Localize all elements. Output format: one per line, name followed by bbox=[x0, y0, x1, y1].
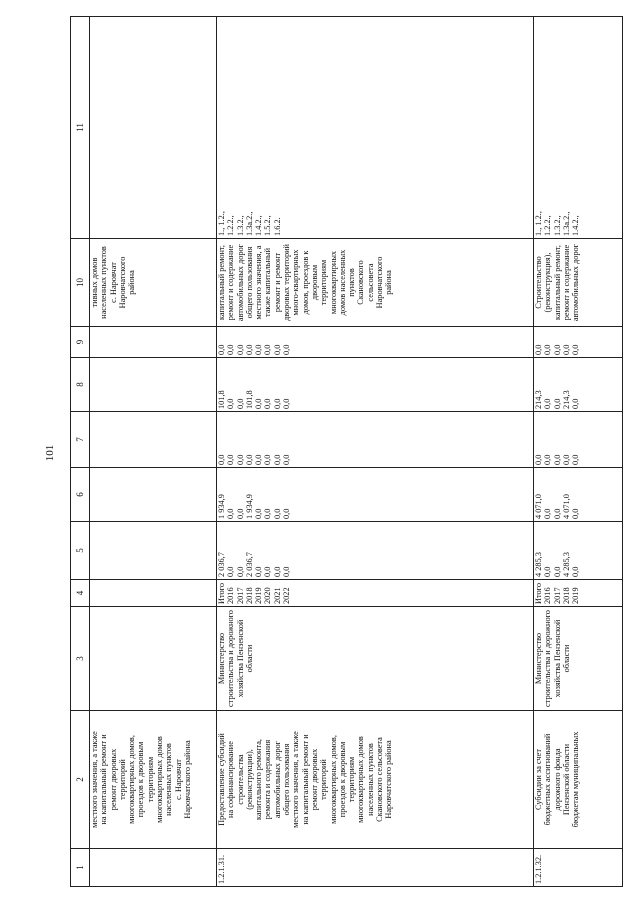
row-other bbox=[90, 327, 217, 358]
row-name bbox=[90, 711, 217, 849]
column-header: 2 bbox=[71, 711, 90, 849]
row-total bbox=[534, 522, 623, 580]
cell-line: (реконструкции), bbox=[244, 749, 254, 810]
cell-line: 0,0 bbox=[217, 344, 226, 355]
cell-line: населенных пунктов bbox=[99, 246, 109, 319]
cell-line: хозяйства Пензенской bbox=[552, 619, 562, 698]
cell-line: много-квартирных bbox=[291, 249, 301, 316]
cell-line: капитальный ремонт, bbox=[552, 244, 562, 321]
cell-line: района bbox=[127, 270, 137, 295]
column-header: 7 bbox=[71, 412, 90, 468]
cell-line: 0,0 bbox=[543, 566, 553, 577]
row-executor bbox=[534, 607, 623, 711]
cell-line: 101,8 bbox=[244, 390, 254, 409]
row-federal bbox=[534, 468, 623, 522]
cell-line: ремонт и ремонт bbox=[272, 252, 282, 313]
cell-line: 0,0 bbox=[282, 508, 292, 519]
cell-line: капитальный ремонт, bbox=[217, 244, 226, 321]
cell-line: 2016 bbox=[226, 587, 236, 604]
cell-line: многоквартирных домов bbox=[356, 736, 366, 823]
cell-line: строительства bbox=[235, 754, 245, 805]
cell-line: 0,0 bbox=[552, 566, 562, 577]
cell-line: 2018 bbox=[244, 587, 254, 604]
cell-line: Предоставление субсидий bbox=[217, 733, 226, 826]
cell-line: дворовым bbox=[309, 264, 319, 301]
column-header: 1 bbox=[71, 849, 90, 887]
cell-line: Наровчатского bbox=[117, 256, 127, 309]
cell-line: с. Наровчат bbox=[173, 759, 183, 800]
cell-line: домов, проездов к bbox=[300, 250, 310, 315]
cell-line: 0,0 bbox=[217, 454, 226, 465]
cell-line: 0,0 bbox=[272, 508, 282, 519]
page-number: 101 bbox=[44, 444, 56, 462]
cell-line: 0,0 bbox=[263, 344, 273, 355]
cell-line: 0,0 bbox=[263, 508, 273, 519]
cell-line: 1.4.2., bbox=[254, 215, 264, 236]
cell-line: 2020 bbox=[263, 587, 273, 604]
cell-line: Министерство bbox=[217, 632, 226, 685]
table-row bbox=[217, 17, 534, 887]
cell-line: территориям bbox=[145, 756, 155, 803]
cell-line: 0,0 bbox=[534, 454, 543, 465]
cell-line: 1.6.2. bbox=[272, 217, 282, 236]
cell-line: (реконструкция), bbox=[543, 252, 553, 313]
cell-line: многоквартирных bbox=[328, 250, 338, 315]
cell-line: автомобильных дорог bbox=[272, 740, 282, 819]
cell-line: 0,0 bbox=[282, 398, 292, 409]
cell-line: 1., 1.2., bbox=[534, 211, 543, 236]
row-code bbox=[90, 849, 217, 887]
cell-line: многоквартирных домов, bbox=[127, 735, 137, 824]
cell-line: территорий bbox=[319, 759, 329, 800]
cell-line: 0,0 bbox=[244, 344, 254, 355]
cell-line: 0,0 bbox=[571, 344, 581, 355]
row-local bbox=[534, 358, 623, 412]
cell-line: 0,0 bbox=[543, 454, 553, 465]
cell-line: строительства и дорожного bbox=[543, 610, 553, 707]
cell-line: 4 071,0 bbox=[534, 494, 543, 519]
cell-line: 0,0 bbox=[263, 398, 273, 409]
column-header: 11 bbox=[71, 17, 90, 239]
cell-line: 0,0 bbox=[226, 454, 236, 465]
cell-line: области bbox=[561, 644, 571, 673]
cell-line: 2019 bbox=[254, 587, 264, 604]
cell-line: Скановского bbox=[356, 260, 366, 305]
row-total bbox=[90, 522, 217, 580]
cell-line: 1 934,9 bbox=[217, 494, 226, 519]
cell-line: 0,0 bbox=[263, 566, 273, 577]
cell-line: 0,0 bbox=[254, 566, 264, 577]
program-table bbox=[70, 16, 623, 887]
row-total bbox=[217, 522, 534, 580]
cell-line: домов населенных bbox=[337, 249, 347, 316]
cell-line: 1., 1.2., bbox=[217, 211, 226, 236]
cell-line: 0,0 bbox=[534, 344, 543, 355]
cell-line: Итого bbox=[217, 582, 226, 604]
cell-line: 0,0 bbox=[235, 398, 245, 409]
cell-line: Пензенской области bbox=[561, 743, 571, 816]
cell-line: 0,0 bbox=[561, 454, 571, 465]
cell-line: 0,0 bbox=[254, 344, 264, 355]
cell-line: 0,0 bbox=[272, 344, 282, 355]
cell-line: на софинансирование bbox=[226, 741, 236, 818]
cell-line: сельсовета bbox=[365, 263, 375, 302]
cell-line: территориям bbox=[347, 756, 357, 803]
column-header: 8 bbox=[71, 358, 90, 412]
cell-line: многоквартирных домов bbox=[155, 736, 165, 823]
cell-line: 0,0 bbox=[272, 566, 282, 577]
cell-line: Итого bbox=[534, 582, 543, 604]
cell-line: 0,0 bbox=[571, 566, 581, 577]
cell-line: 0,0 bbox=[552, 398, 562, 409]
cell-line: Министерство bbox=[534, 632, 543, 685]
column-header: 9 bbox=[71, 327, 90, 358]
cell-line: местного значения, а также bbox=[90, 731, 99, 828]
table-row bbox=[534, 17, 623, 887]
row-code: 1.2.1.31. bbox=[217, 849, 534, 887]
cell-line: капитального ремонта, bbox=[254, 739, 264, 820]
cell-line: общего пользования bbox=[244, 246, 254, 319]
cell-line: 214,3 bbox=[534, 390, 543, 409]
cell-line: ремонт и содержание bbox=[561, 244, 571, 321]
cell-line: автомобильных дорог bbox=[235, 243, 245, 322]
cell-line: 2017 bbox=[235, 587, 245, 604]
cell-line: 214,3 bbox=[561, 390, 571, 409]
cell-line: дорожного фонда bbox=[552, 748, 562, 811]
cell-line: 1.3а.2., bbox=[561, 211, 571, 236]
cell-line: района bbox=[384, 270, 394, 295]
cell-line: населенных пунктов bbox=[164, 743, 174, 816]
row-years bbox=[534, 580, 623, 607]
cell-line: на капитальный ремонт и bbox=[99, 734, 109, 825]
row-regional bbox=[217, 412, 534, 468]
row-years bbox=[90, 580, 217, 607]
cell-line: 0,0 bbox=[272, 454, 282, 465]
cell-line: 0,0 bbox=[272, 398, 282, 409]
cell-line: 0,0 bbox=[235, 454, 245, 465]
cell-line: территориям bbox=[319, 259, 329, 306]
cell-line: 0,0 bbox=[235, 508, 245, 519]
cell-line: 0,0 bbox=[226, 566, 236, 577]
cell-line: 0,0 bbox=[552, 344, 562, 355]
cell-line: 2 036,7 bbox=[217, 552, 226, 577]
row-regional bbox=[534, 412, 623, 468]
column-header: 3 bbox=[71, 607, 90, 711]
row-regional bbox=[90, 412, 217, 468]
header-row bbox=[71, 17, 90, 887]
cell-line: 0,0 bbox=[561, 344, 571, 355]
cell-line: бюджетных ассигнований bbox=[543, 733, 553, 826]
cell-line: 1.3.2., bbox=[552, 215, 562, 236]
row-goal bbox=[534, 239, 623, 327]
cell-line: 1 934,9 bbox=[244, 494, 254, 519]
cell-line: на капитальный ремонт и bbox=[300, 734, 310, 825]
cell-line: 1.3а.2., bbox=[244, 211, 254, 236]
cell-line: 4 285,3 bbox=[561, 552, 571, 577]
cell-line: проездов к дворовым bbox=[337, 741, 347, 818]
row-goal bbox=[217, 239, 534, 327]
cell-line: 0,0 bbox=[254, 454, 264, 465]
cell-line: 0,0 bbox=[552, 454, 562, 465]
column-header: 6 bbox=[71, 468, 90, 522]
cell-line: 1.2.2., bbox=[226, 215, 236, 236]
cell-line: 0,0 bbox=[571, 454, 581, 465]
cell-line: 2 036,7 bbox=[244, 552, 254, 577]
row-indicators bbox=[534, 17, 623, 239]
cell-line: 0,0 bbox=[552, 508, 562, 519]
cell-line: 2016 bbox=[543, 587, 553, 604]
cell-line: 0,0 bbox=[263, 454, 273, 465]
cell-line: 0,0 bbox=[571, 508, 581, 519]
rotated-page bbox=[70, 17, 619, 887]
cell-line: пунктов bbox=[347, 268, 357, 297]
table-row bbox=[90, 17, 217, 887]
row-executor bbox=[90, 607, 217, 711]
cell-line: 0,0 bbox=[226, 344, 236, 355]
cell-line: строительства и дорожного bbox=[226, 610, 236, 707]
cell-line: области bbox=[244, 644, 254, 673]
cell-line: 2021 bbox=[272, 587, 282, 604]
cell-line: местного значения, а также bbox=[291, 731, 301, 828]
row-other bbox=[217, 327, 534, 358]
cell-line: бюджетам муниципальных bbox=[571, 731, 581, 828]
row-executor bbox=[217, 607, 534, 711]
row-name bbox=[534, 711, 623, 849]
cell-line: ремонт и содержание bbox=[226, 244, 236, 321]
cell-line: многоквартирных домов, bbox=[328, 735, 338, 824]
cell-line: 0,0 bbox=[226, 508, 236, 519]
cell-line: автомобильных дорог bbox=[571, 243, 581, 322]
column-header: 5 bbox=[71, 522, 90, 580]
row-federal bbox=[90, 468, 217, 522]
cell-line: 0,0 bbox=[235, 566, 245, 577]
row-code: 1.2.1.32. bbox=[534, 849, 623, 887]
row-indicators bbox=[217, 17, 534, 239]
cell-line: также капитальный bbox=[263, 247, 273, 318]
cell-line: 0,0 bbox=[543, 344, 553, 355]
cell-line: местного значения, а bbox=[254, 245, 264, 320]
cell-line: 1.4.2., bbox=[571, 215, 581, 236]
cell-line: 4 285,3 bbox=[534, 552, 543, 577]
cell-line: ремонт дворовых bbox=[108, 748, 118, 811]
cell-line: проездов к дворовым bbox=[136, 741, 146, 818]
row-years bbox=[217, 580, 534, 607]
cell-line: ремонт дворовых bbox=[309, 748, 319, 811]
cell-line: Наровчатского bbox=[375, 256, 385, 309]
cell-line: Наровчатского района bbox=[384, 740, 394, 819]
row-local bbox=[90, 358, 217, 412]
cell-line: 0,0 bbox=[226, 398, 236, 409]
column-header: 4 bbox=[71, 580, 90, 607]
cell-line: 0,0 bbox=[282, 566, 292, 577]
cell-line: 0,0 bbox=[282, 454, 292, 465]
cell-line: 1.5.2., bbox=[263, 215, 273, 236]
row-other bbox=[534, 327, 623, 358]
cell-line: 0,0 bbox=[235, 344, 245, 355]
cell-line: 101,8 bbox=[217, 390, 226, 409]
cell-line: 0,0 bbox=[254, 398, 264, 409]
cell-line: 0,0 bbox=[282, 344, 292, 355]
cell-line: 2018 bbox=[561, 587, 571, 604]
row-name bbox=[217, 711, 534, 849]
cell-line: 1.2.2., bbox=[543, 215, 553, 236]
cell-line: общего пользования bbox=[282, 743, 292, 816]
cell-line: 0,0 bbox=[571, 398, 581, 409]
cell-line: 2019 bbox=[571, 587, 581, 604]
cell-line: ремонта и содержания bbox=[263, 739, 273, 820]
cell-line: хозяйства Пензенской bbox=[235, 619, 245, 698]
cell-line: Наровчатского района bbox=[182, 740, 192, 819]
cell-line: Строительство bbox=[534, 256, 543, 309]
cell-line: тивных домов bbox=[90, 257, 99, 308]
cell-line: Скановского сельсовета bbox=[375, 737, 385, 822]
row-local bbox=[217, 358, 534, 412]
cell-line: с. Наровчат bbox=[108, 262, 118, 303]
cell-line: 1.3.2., bbox=[235, 215, 245, 236]
row-federal bbox=[217, 468, 534, 522]
cell-line: территорий bbox=[117, 759, 127, 800]
cell-line: населенных пунктов bbox=[365, 743, 375, 816]
row-goal bbox=[90, 239, 217, 327]
cell-line: 2022 bbox=[282, 587, 292, 604]
cell-line: 0,0 bbox=[543, 398, 553, 409]
cell-line: 0,0 bbox=[244, 454, 254, 465]
row-indicators bbox=[90, 17, 217, 239]
cell-line: Субсидии за счет bbox=[534, 749, 543, 810]
cell-line: 0,0 bbox=[254, 508, 264, 519]
cell-line: дворовых территорий bbox=[282, 244, 292, 321]
cell-line: 4 071,0 bbox=[561, 494, 571, 519]
column-header: 10 bbox=[71, 239, 90, 327]
cell-line: 2017 bbox=[552, 587, 562, 604]
cell-line: 0,0 bbox=[543, 508, 553, 519]
